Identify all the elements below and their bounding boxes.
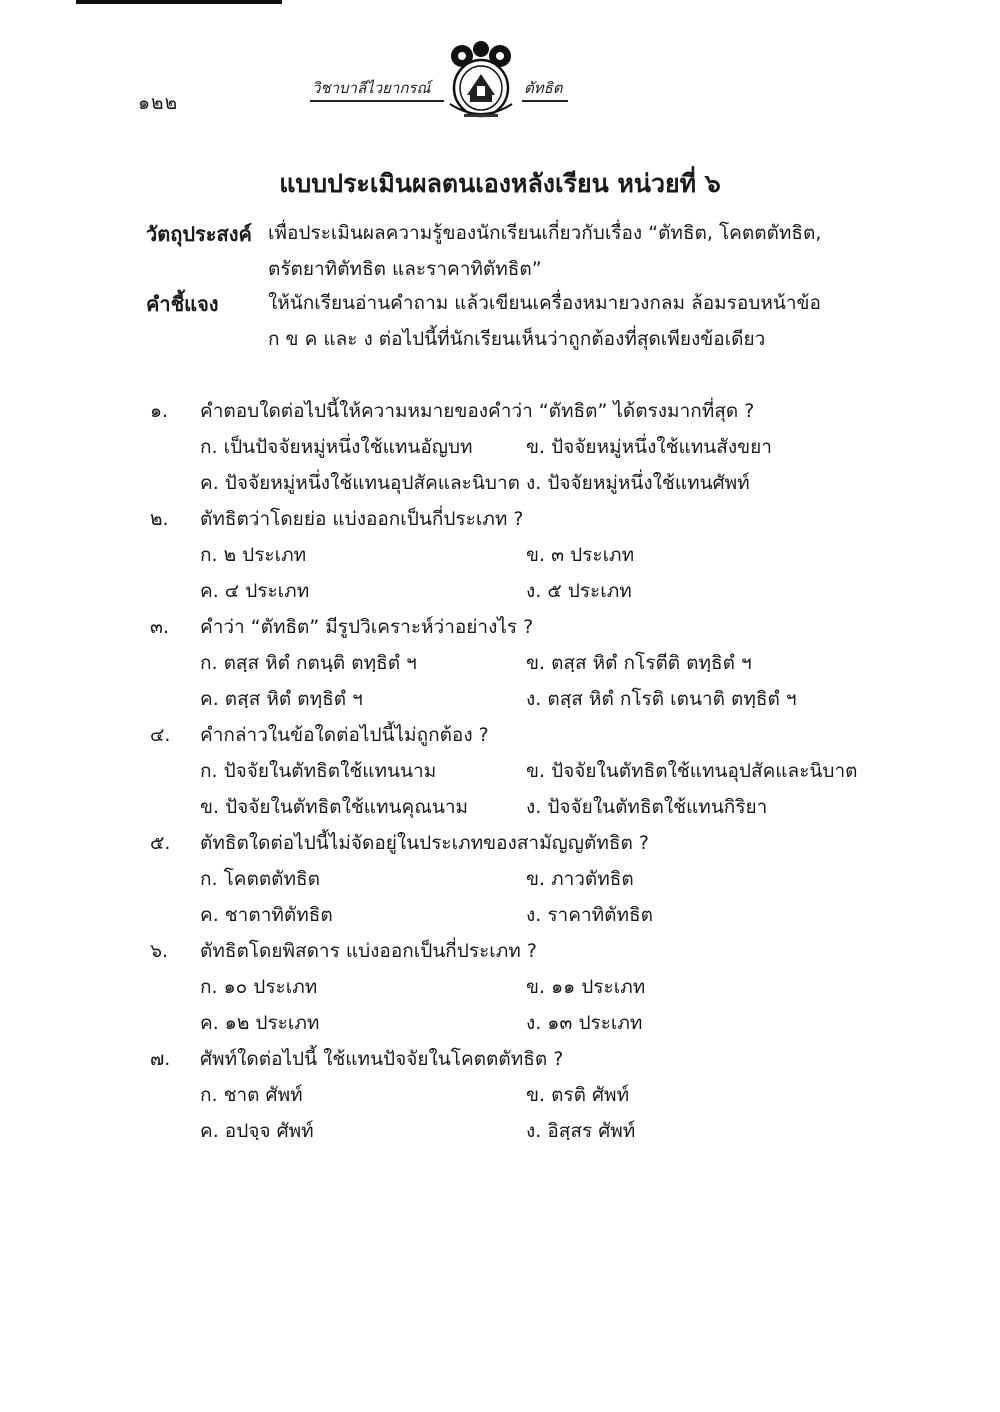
objective-line-1: เพื่อประเมินผลความรู้ของนักเรียนเกี่ยวกับเรื่อง “ตัทธิต, โคตตตัทธิต, [268,222,822,244]
option-b: ข. ๑๑ ประเภท [526,976,646,998]
question-number: ๖. [150,940,169,962]
option-a: ก. โคตตตัทธิต [200,868,320,890]
option-b: ข. ปัจจัยหมู่หนึ่งใช้แทนสังขยา [526,436,772,458]
question-number: ๕. [150,832,171,854]
option-a: ก. ๑๐ ประเภท [200,976,318,998]
header-underline-left [310,100,444,102]
page-title: แบบประเมินผลตนเองหลังเรียน หน่วยที่ ๖ [279,169,721,198]
option-c: ค. ๑๒ ประเภท [200,1012,320,1034]
question-number: ๗. [150,1048,171,1070]
option-d: ง. อิสฺสร ศัพท์ [526,1120,636,1142]
question-number: ๒. [150,508,169,530]
option-b: ข. ภาวตัทธิต [526,868,634,890]
instruction-line-2: ก ข ค และ ง ต่อไปนี้ที่นักเรียนเห็นว่าถูกต้องที่สุดเพียงข้อเดียว [268,328,766,350]
option-a: ก. เป็นปัจจัยหมู่หนึ่งใช้แทนอัญบท [200,436,473,458]
question-number: ๔. [150,724,171,746]
option-a: ก. ตสฺส หิตํ กตนฺติ ตทฺธิตํ ฯ [200,652,417,674]
option-b: ข. ๓ ประเภท [526,544,635,566]
option-b: ข. ปัจจัยในตัทธิตใช้แทนอุปสัคและนิบาต [526,760,858,782]
option-b: ข. ตรติ ศัพท์ [526,1084,630,1106]
header-underline-right [522,100,568,102]
option-c: ค. อปจฺจ ศัพท์ [200,1120,314,1142]
option-a: ก. ปัจจัยในตัทธิตใช้แทนนาม [200,760,437,782]
objective-line-2: ตรัตยาทิตัทธิต และราคาทิตัทธิต” [268,258,542,280]
option-a: ก. ชาต ศัพท์ [200,1084,303,1106]
question-stem: คำตอบใดต่อไปนี้ให้ความหมายของคำว่า “ตัทธิต” ได้ตรงมากที่สุด ? [200,400,755,422]
header-chapter: ตัทธิต [524,81,563,97]
option-d: ง. ปัจจัยในตัทธิตใช้แทนกิริยา [526,796,768,818]
objective-label: วัตถุประสงค์ [146,222,252,246]
question-stem: ศัพท์ใดต่อไปนี้ ใช้แทนปัจจัยในโคตตตัทธิต ? [200,1048,564,1070]
question-number: ๑. [150,400,169,422]
option-d: ง. ราคาทิตัทธิต [526,904,653,926]
question-stem: คำกล่าวในข้อใดต่อไปนี้ไม่ถูกต้อง ? [200,724,489,746]
option-c: ค. ตสฺส หิตํ ตทฺธิตํ ฯ [200,688,363,710]
option-b: ข. ตสฺส หิตํ กโรตีติ ตทฺธิตํ ฯ [526,652,752,674]
option-c: ค. ๔ ประเภท [200,580,310,602]
question-stem: ตัทธิตใดต่อไปนี้ไม่จัดอยู่ในประเภทของสามัญญตัทธิต ? [200,832,649,854]
question-stem: คำว่า “ตัทธิต” มีรูปวิเคราะห์ว่าอย่างไร ? [200,616,534,638]
option-d: ง. ตสฺส หิตํ กโรติ เตนาติ ตทฺธิตํ ฯ [526,688,797,710]
instruction-label: คำชี้แจง [146,292,219,316]
option-d: ง. ๑๓ ประเภท [526,1012,643,1034]
header-subject: วิชาบาลีไวยากรณ์ [312,81,431,97]
question-stem: ตัทธิตโดยพิสดาร แบ่งออกเป็นกี่ประเภท ? [200,940,537,962]
option-c: ค. ปัจจัยหมู่หนึ่งใช้แทนอุปสัคและนิบาต [200,472,520,494]
instruction-line-1: ให้นักเรียนอ่านคำถาม แล้วเขียนเครื่องหมายวงกลม ล้อมรอบหน้าข้อ [268,292,821,314]
question-number: ๓. [150,616,170,638]
option-d: ง. ๕ ประเภท [526,580,632,602]
question-stem: ตัทธิตว่าโดยย่อ แบ่งออกเป็นกี่ประเภท ? [200,508,524,530]
school-seal-logo [436,40,526,122]
option-d: ง. ปัจจัยหมู่หนึ่งใช้แทนศัพท์ [526,472,750,494]
top-rule [76,0,282,4]
option-c: ข. ปัจจัยในตัทธิตใช้แทนคุณนาม [200,796,469,818]
option-a: ก. ๒ ประเภท [200,544,307,566]
page-number: ๑๒๒ [138,92,179,114]
option-c: ค. ชาตาทิตัทธิต [200,904,333,926]
